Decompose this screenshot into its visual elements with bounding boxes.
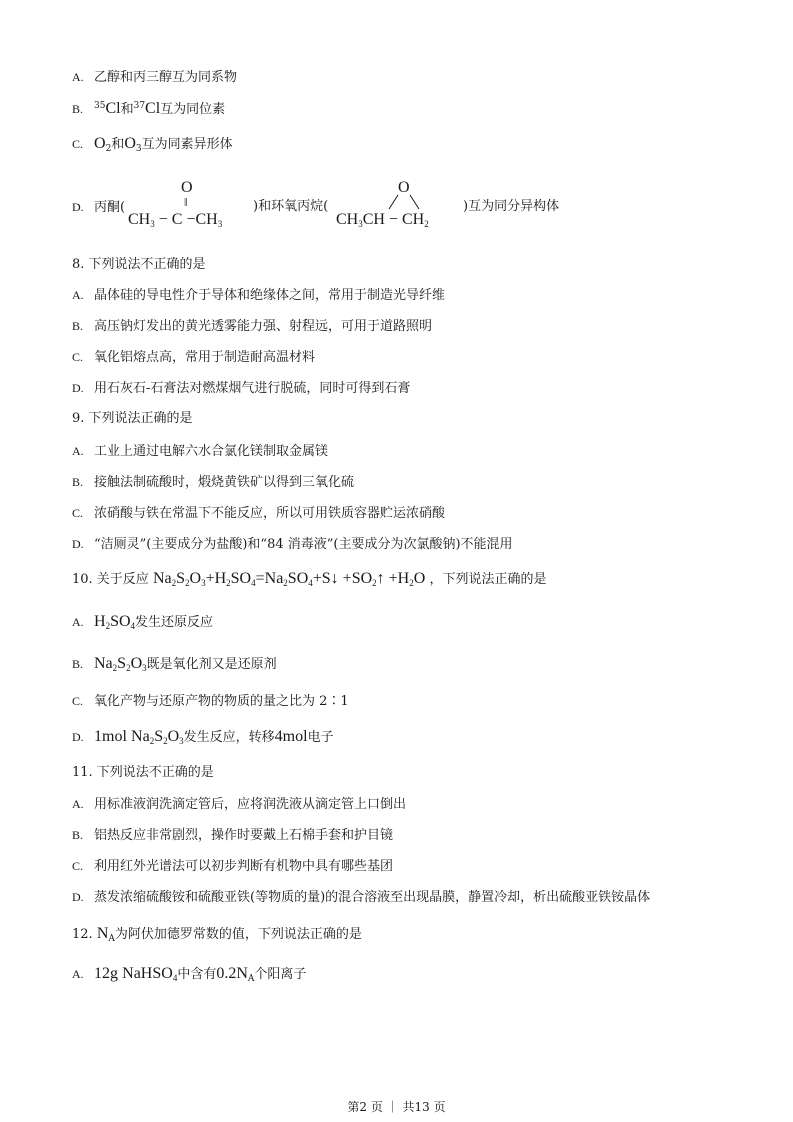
subscript: A (108, 934, 115, 944)
stem-number: 12. (72, 927, 93, 942)
oxygen-atom: O (398, 179, 410, 196)
mass-number: 35 (94, 101, 106, 111)
q9-option-d (72, 535, 513, 554)
q7-option-d-label (72, 198, 125, 217)
q8-stem: 8. 下列说法不正确的是 (72, 257, 206, 272)
connector-text: 和 (111, 137, 125, 152)
acetone-chain: $CH_3 - C -CH_3$ (128, 211, 223, 229)
option-label: A. (72, 797, 84, 811)
formula: NaHSO$_4$ (122, 965, 178, 983)
option-label: A. (72, 615, 84, 629)
q7-option-c (72, 135, 233, 154)
q12-option-a (72, 965, 306, 984)
option-label: C. (72, 506, 84, 520)
amount: 1mol (94, 728, 127, 745)
option-text: 电子 (307, 730, 334, 745)
formula: $Na_2S_2O_3$ (94, 655, 147, 673)
option-label: C. (72, 350, 84, 364)
option-text: 既是氧化剂又是还原剂 (146, 657, 277, 672)
q11-option-b (72, 826, 393, 845)
option-label: B. (72, 828, 84, 842)
formula: $Na_2S_2O_3$ (131, 728, 184, 746)
option-text: 氧化铝熔点高，常用于制造耐高温材料 (94, 350, 316, 365)
mass-number: 37 (133, 101, 146, 111)
option-text: 接触法制硫酸时，煅烧黄铁矿以得到三氧化硫 (94, 475, 355, 490)
option-text: )和环氧丙烷( (253, 199, 329, 214)
subscript: A (247, 974, 255, 984)
element-symbol: Cl (105, 100, 121, 117)
option-text: 工业上通过电解六水合氯化镁制取金属镁 (94, 444, 329, 459)
q8-option-d (72, 379, 410, 398)
stem-text: 10. 关于反应 (72, 572, 149, 587)
option-label: B. (72, 657, 84, 671)
option-label: B. (72, 475, 84, 489)
page-footer: 第2 页 ｜ 共13 页 (347, 1100, 446, 1114)
option-text: 晶体硅的导电性介于导体和绝缘体之间，常用于制造光导纤维 (94, 288, 446, 303)
option-label: C. (72, 859, 84, 873)
option-text: 浓硝酸与铁在常温下不能反应，所以可用铁质容器贮运浓硝酸 (94, 506, 446, 521)
avogadro-symbol: N (96, 925, 109, 942)
q12-stem (72, 925, 362, 944)
formula: O (124, 135, 136, 152)
q8-option-c (72, 348, 315, 367)
q11-option-c (72, 857, 393, 876)
q9-option-b (72, 473, 354, 492)
formula: O (94, 135, 106, 152)
option-text: 铝热反应非常剧烈，操作时要戴上石棉手套和护目镜 (94, 828, 394, 843)
option-text: 乙醇和丙三醇互为同系物 (94, 70, 238, 85)
option-text: 用标准液润洗滴定管后，应将润洗液从滴定管上口倒出 (94, 797, 407, 812)
epoxide-chain: $CH_3CH - CH_2$ (336, 211, 429, 229)
q11-option-a (72, 795, 406, 814)
element-symbol: Cl (145, 100, 161, 117)
option-label: D. (72, 381, 84, 395)
option-label: A. (72, 70, 84, 84)
double-bond: ‖ (184, 195, 188, 209)
option-label: D. (72, 200, 84, 214)
q8-option-b (72, 317, 432, 336)
option-label: A. (72, 967, 84, 981)
stem-text: ，下列说法正确的是 (429, 572, 547, 587)
option-text: 高压钠灯发出的黄光透雾能力强、射程远，可用于道路照明 (94, 319, 433, 334)
subscript: 3 (135, 144, 142, 154)
option-label: D. (72, 537, 84, 551)
q9-stem: 9. 下列说法正确的是 (72, 411, 193, 426)
q7-option-d-tail (463, 198, 559, 216)
option-text: 互为同素异形体 (141, 137, 233, 152)
option-label: B. (72, 102, 84, 116)
stem-text: 为阿伏加德罗常数的值，下列说法正确的是 (114, 927, 362, 942)
option-label: A. (72, 288, 84, 302)
option-text: 发生反应，转移 (183, 730, 275, 745)
q7-option-d-mid (253, 198, 328, 216)
option-label: D. (72, 890, 84, 904)
reaction-equation: $Na_2S_2O_3+H_2SO_4=Na_2SO_4+S↓$ $+SO_2↑ +H_2O$ (152, 570, 426, 588)
option-text: 丙酮( (94, 200, 126, 215)
oxygen-atom: O (181, 179, 193, 196)
q7-option-b (72, 100, 225, 119)
option-text: “洁厕灵”(主要成分为盐酸)和“84 消毒液”(主要成分为次氯酸钠)不能混用 (94, 537, 513, 552)
q9-option-c (72, 504, 445, 523)
option-text: 发生还原反应 (135, 615, 214, 630)
q7-option-a (72, 68, 237, 87)
option-label: B. (72, 319, 84, 333)
q11-option-d (72, 888, 650, 907)
option-label: C. (72, 137, 84, 151)
q10-option-d (72, 728, 334, 747)
subscript: 2 (105, 144, 112, 154)
option-text: 互为同位素 (160, 102, 226, 117)
option-text: 中含有 (177, 967, 217, 982)
option-text: 氧化产物与还原产物的物质的量之比为 2∶1 (94, 694, 349, 709)
option-label: D. (72, 730, 84, 744)
amount: 4mol (274, 728, 308, 745)
formula: $H_2SO_4$ (94, 613, 136, 631)
option-text: 蒸发浓缩硫酸铵和硫酸亚铁(等物质的量)的混合溶液至出现晶膜，静置冷却，析出硫酸亚铁铵晶体 (94, 890, 651, 905)
epoxide-ring-bonds (380, 192, 440, 212)
amount: 0.2N (216, 965, 248, 982)
q10-stem (72, 570, 546, 589)
option-label: A. (72, 444, 84, 458)
option-label: C. (72, 694, 84, 708)
q10-option-b (72, 655, 277, 674)
option-text: 利用红外光谱法可以初步判断有机物中具有哪些基团 (94, 859, 394, 874)
q9-option-a (72, 442, 328, 461)
option-text: 个阳离子 (254, 967, 307, 982)
option-text: )互为同分异构体 (463, 199, 560, 214)
connector-text: 和 (120, 102, 134, 117)
q11-stem: 11. 下列说法不正确的是 (72, 765, 214, 780)
q8-option-a (72, 286, 445, 305)
q10-option-a (72, 613, 213, 632)
option-text: 用石灰石-石膏法对燃煤烟气进行脱硫，同时可得到石膏 (94, 381, 411, 396)
q10-option-c (72, 692, 349, 711)
mass: 12g (94, 965, 118, 982)
